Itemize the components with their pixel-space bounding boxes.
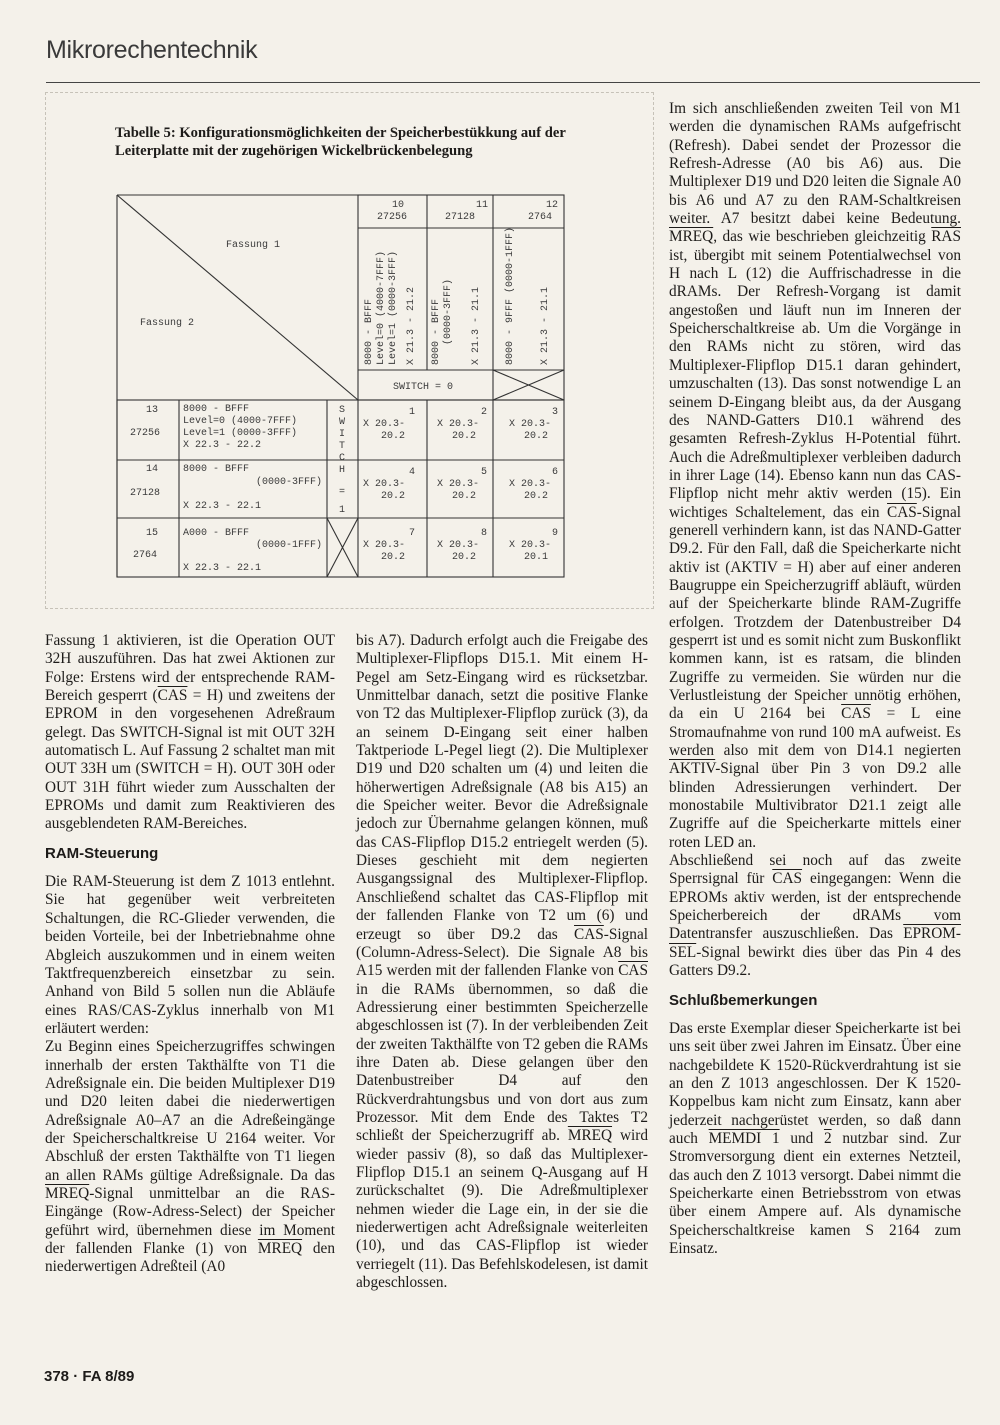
paragraph: Fassung 1 aktivieren, ist die Operation OUT 32H auszuführen. Das hat zwei Aktionen zur Folge: Erstens wird der entsprechende RAM-Bereich gesperrt $(\overline{CAS} = H)$ und zweitens der EPROM in den vorgesehenen Adreßraum gelegt. Das SWITCH-Signal ist mit OUT 32H automatisch L. Auf Fassung 2 schaltet man mit OUT 33H um (SWITCH = H). OUT 30H oder OUT 31H führt wieder zum Ausschalten der EPROMs und damit zum Reaktivieren des ausgeblendeten RAM-Bereiches. [45, 632, 335, 833]
row-text: (0000-1FFF) [255, 540, 322, 551]
column-number: 12 [545, 200, 558, 211]
column-number: 11 [475, 200, 488, 211]
row-text: Level=0 (4000-7FFF) [183, 416, 298, 427]
cell-text: 20.2 [451, 491, 477, 502]
section-heading: RAM-Steuerung [45, 844, 159, 862]
column-text: 8000 - BFFF [431, 298, 442, 365]
switch-label: SWITCH = 0 [392, 382, 454, 393]
cell-number: 6 [551, 467, 559, 478]
row-number: 15 [145, 528, 158, 539]
row-text: (0000-3FFF) [255, 477, 322, 488]
switch-letter: S [338, 405, 346, 416]
paragraph: Abschließend sei noch auf das zweite Sperrsignal für $\overline{CAS}$ eingegangen: Wenn die EPROMs aktiv werden, ist der entsprechende Speicherbereich der dRAMs vom Datentransfer auszuschließen. Das EPROM-SEL-Signal bewirkt dies über das Pin 4 des Gatters D9.2. [669, 852, 961, 980]
cell-text: 20.2 [523, 431, 549, 442]
cell-text: X 20.3- [362, 479, 406, 490]
cell-text: X 20.3- [508, 479, 552, 490]
cell-number: 5 [480, 467, 488, 478]
column-number: 10 [391, 200, 404, 211]
row-chip: 2764 [132, 550, 158, 561]
switch-letter: C [338, 453, 346, 464]
row-text: Level=1 (0000-3FFF) [183, 428, 298, 439]
row-text: X 22.3 - 22.1 [183, 501, 262, 512]
table-caption: Tabelle 5: Konfigurationsmöglichkeiten der Speicherbestükkung auf der Leiterplatte mit der zugehörigen Wickelbrückenbelegung [115, 125, 566, 159]
row-chip: 27256 [129, 428, 161, 439]
column-text: Level=0 (4000-7FFF) [376, 250, 387, 365]
cell-text: 20.2 [451, 431, 477, 442]
cell-text: X 20.3- [508, 540, 552, 551]
cell-text: X 20.3- [436, 479, 480, 490]
switch-letter: I [338, 429, 346, 440]
cell-text: X 20.3- [508, 419, 552, 430]
paragraph: Im sich anschließenden zweiten Teil von M1 werden die dynamischen RAMs aufgefrischt (Refresh). Dabei sendet der Prozessor die Refresh-Adresse (A0 bis A6) aus. Die Multiplexer D19 und D20 leiten die Signale A0 bis A6 und A7 zu den RAM-Schaltkreisen weiter. A7 besitzt dabei keine Bedeutung. MREQ, das wie beschrieben gleichzeitig $\overline{RAS}$ ist, übergibt mit seinem Potentialwechsel von H nach L (12) die Auffrischadresse in die dRAMs. Der Refresh-Vorgang ist damit angestoßen und läuft nun im Inneren der Speicherschaltkreise ab. Um die Vorgänge in den RAMs nicht zu stören, wird das Multiplexer-Flipflop D15.1 daran gehindert, umzuschalten (13). Das sonst notwendige L an seinem D-Eingang bleibt aus, da der Ausgang des NAND-Gatters D10.1 während des gesamten Refresh-Zyklus H-Potential führt. Auch die Adreßmultiplexer verbleiben dadurch in ihrer Lage (14). Ebenso kann nun das CAS-Flipflop nicht mehr aktiv werden (15). Ein wichtiges Schaltelement, das ein $\overline{CAS}$-Signal generell verhindern kann, ist das NAND-Gatter D9.2. Für den Fall, daß die Speicherkarte nicht aktiv ist (AKTIV = H) aber auf einer anderen Baugruppe ein Speicherzugriff abläuft, würden auf der Speicherkarte blinde RAM-Zugriffe erfolgen. Trotzdem der Datenbustreiber D4 gesperrt ist und es somit nicht zum Buskonflikt kommen kann, ist es ratsam, die blinden Zugriffe zu vermeiden. Sie würden nur die Verlustleistung der Speicher unnötig erhöhen, da ein U 2164 bei $\overline{CAS} = L$ eine Stromaufnahme von rund 100 mA aufweist. Es werden also mit dem von D14.1 negierten AKTIV-Signal über Pin 3 von D9.2 alle blinden Adressierungen verhindert. Der monostabile Multivibrator D21.1 zeigt alle Zugriffe auf die Speicherkarte mittels einer roten LED an. [669, 100, 961, 851]
section-header: Mikrorechentechnik [46, 36, 258, 64]
label-fassung-1: Fassung 1 [226, 240, 281, 251]
switch-letter: W [338, 417, 346, 428]
cell-text: X 20.3- [362, 540, 406, 551]
column-text: Level=1 (0000-3FFF) [388, 250, 399, 365]
cell-number: 9 [551, 528, 559, 539]
cell-text: 20.2 [451, 552, 477, 563]
row-text: 8000 - BFFF [183, 404, 250, 415]
cell-text: X 20.3- [362, 419, 406, 430]
cell-number: 1 [408, 407, 416, 418]
column-text: X 21.3 - 21.1 [471, 286, 482, 365]
cell-text: 20.1 [523, 552, 549, 563]
cell-text: 20.2 [380, 431, 406, 442]
cell-number: 8 [480, 528, 488, 539]
page-folio: 378 · FA 8/89 [44, 1368, 135, 1385]
row-text: 8000 - BFFF [183, 464, 250, 475]
cell-text: X 20.3- [436, 540, 480, 551]
column-text: (0000-3FFF) [443, 278, 454, 345]
text-column-2 [356, 632, 648, 1292]
paragraph: bis A7). Dadurch erfolgt auch die Freigabe des Multiplexer-Flipflops D15.1. Mit einem H-Pegel am Setz-Eingang wird es rücksetzbar. Unmittelbar danach, setzt die positive Flanke von T2 das Multiplexer-Flipflop zurück (3), da an seinem D-Eingang seit einer halben Taktperiode L-Pegel liegt (2). Die Multiplexer D19 und D20 schalten um (4) und leiten die höherwertigen Adreßsignale (A8 bis A15) an die Speicher weiter. Bevor die Adreßsignale jedoch zur Übernahme gelangen können, muß das CAS-Flipflop D15.2 entriegelt werden (5). Dieses geschieht mit dem negierten Ausgangssignal des Multiplexer-Flipflop. Anschließend schaltet das CAS-Flipflop mit der fallenden Flanke von T2 um (6) und erzeugt so über D9.2 das $\overline{CAS}$-Signal (Column-Adress-Select). Die Signale A8 bis A15 werden mit der fallenden Flanke von $\overline{CAS}$ in die RAMs übernommen, so daß die Adressierung einer bestimmten Speicherzelle abgeschlossen ist (7). In der verbleibenden Zeit der zweiten Takthälfte von T2 geben die RAMs ihre Daten ab. Diese gelangen über den Datenbustreiber D4 auf den Rückverdrahtungsbus und von dort aus zum Prozessor. Mit dem Ende des Taktes T2 schließt der Speicherzugriff ab. MREQ wird wieder passiv (8), so daß das Multiplexer-Flipflop D15.1 an seinem Q-Ausgang auf H zurückschaltet (9). Die Adreßmultiplexer nehmen wieder die Lage ein, in der sie die niederwertigen acht Adreßsignale weiterleiten (10), und das CAS-Flipflop ist wieder verriegelt (11). Das Befehlskodelesen, ist damit abgeschlossen. [356, 632, 648, 1292]
cell-text: 20.2 [380, 491, 406, 502]
section-heading: Schlußbemerkungen [669, 991, 818, 1009]
row-number: 14 [145, 464, 158, 475]
row-number: 13 [145, 405, 158, 416]
column-text: 8000 - 9FFF (0000-1FFF) [505, 226, 516, 365]
label-fassung-2: Fassung 2 [140, 318, 195, 329]
cell-text: 20.2 [523, 491, 549, 502]
row-chip: 27128 [129, 488, 161, 499]
cell-number: 7 [408, 528, 416, 539]
cell-number: 4 [408, 467, 416, 478]
row-text: X 22.3 - 22.1 [183, 563, 262, 574]
column-chip: 27128 [444, 212, 476, 223]
row-text: X 22.3 - 22.2 [183, 440, 262, 451]
cell-text: 20.2 [380, 552, 406, 563]
switch-letter: H [338, 465, 346, 476]
paragraph: Zu Beginn eines Speicherzugriffes schwingen innerhalb der ersten Takthälfte von T1 die Adreßsignale ein. Die beiden Multiplexer D19 und D20 leiten dabei die niederwertigen Adreßsignale A0–A7 an die Adreßeingänge der Speicherschaltkreise U 2164 weiter. Vor Abschluß der ersten Takthälfte von T1 liegen an allen RAMs gültige Adreßsignale. Da das MREQ-Signal unmittelbar an die RAS-Eingänge (Row-Adress-Select) der Speicher geführt wird, übernehmen diese im Moment der fallenden Flanke (1) von MREQ den niederwertigen Adreßteil (A0 [45, 1038, 335, 1276]
text-column-3 [669, 100, 961, 1258]
text-column-1 [45, 632, 335, 1277]
column-text: X 21.3 - 21.1 [540, 286, 551, 365]
paragraph: Die RAM-Steuerung ist dem Z 1013 entlehnt. Sie hat gegenüber weit verbreiteten Schaltungen, die RC-Glieder verwenden, die beiden Vorteile, bei der Inbetriebnahme ohne Abgleich auszukommen und in einem weiten Taktfrequenzbereich einsetzbar zu sein. Anhand von Bild 5 sollen nun die Abläufe eines RAS/CAS-Zyklus innerhalb von M1 erläutert werden: [45, 873, 335, 1037]
cell-text: X 20.3- [436, 419, 480, 430]
cell-number: 2 [480, 407, 488, 418]
row-text: A000 - BFFF [183, 528, 250, 539]
column-text: 8000 - BFFF [364, 298, 375, 365]
column-text: X 21.3 - 21.2 [406, 286, 417, 365]
column-chip: 27256 [376, 212, 408, 223]
cell-number: 3 [551, 407, 559, 418]
switch-letter: T [338, 441, 346, 452]
column-chip: 2764 [527, 212, 553, 223]
paragraph: Das erste Exemplar dieser Speicherkarte ist bei uns seit über zwei Jahren im Einsatz. Über eine nachgebildete K 1520-Rückverdrahtung ist sie an den Z 1013 angeschlossen. Der K 1520-Koppelbus kam nicht zum Einsatz, kann aber jederzeit nachgerüstet werden, so daß dann auch MEMDI 1 und 2 nutzbar sind. Zur Stromversorgung dient ein externes Netzteil, das auch den Z 1013 versorgt. Dabei nimmt die Speicherkarte einen Betriebsstrom von etwas über einem Ampere auf. Als dynamische Speicherschaltkreise kamen S 2164 zum Einsatz. [669, 1019, 961, 1257]
switch-letter: 1 [338, 505, 346, 516]
switch-letter: = [338, 487, 346, 498]
